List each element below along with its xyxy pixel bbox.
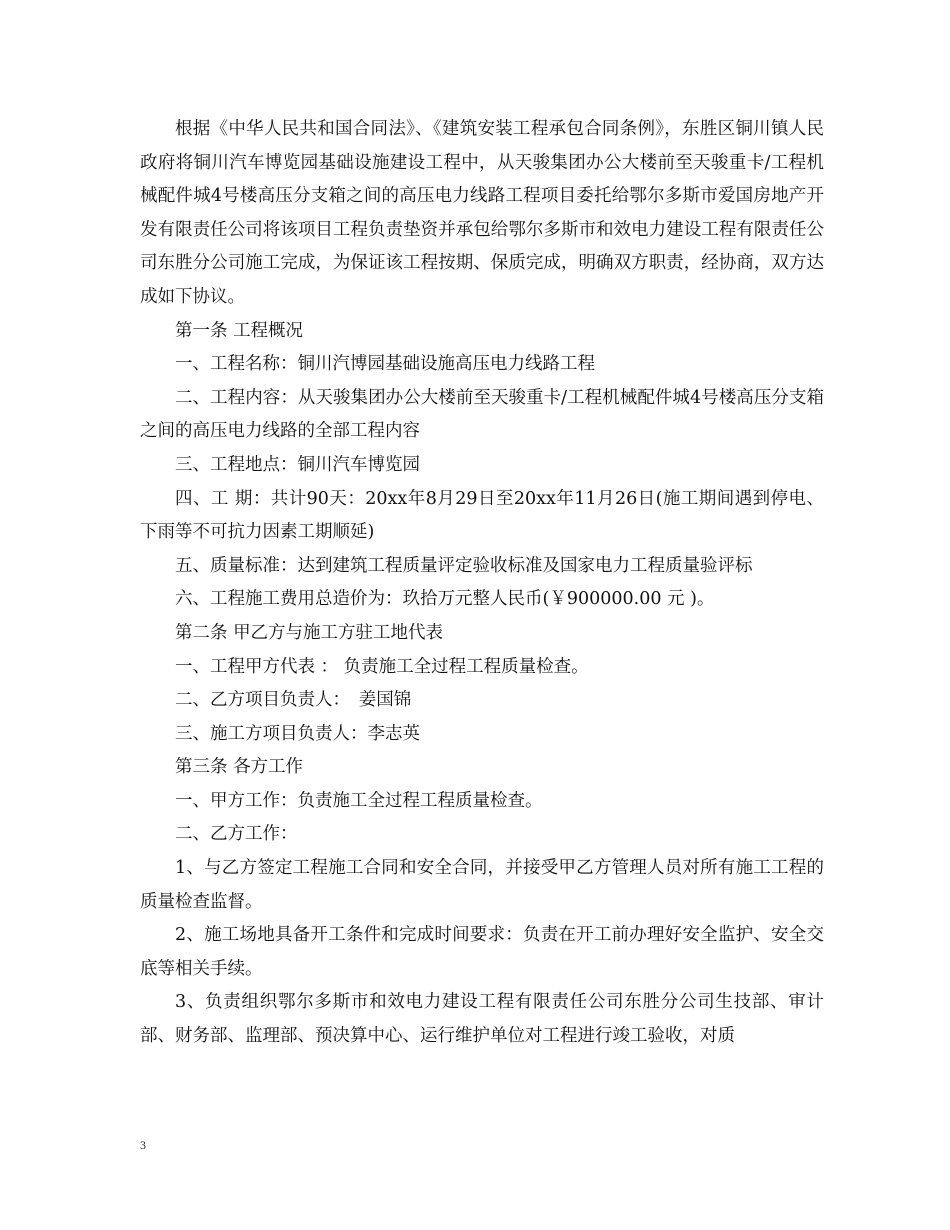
project-name-line: 一、工程名称：铜川汽博园基础设施高压电力线路工程 <box>175 354 595 375</box>
party-a-duty-line: 一、甲方工作：负责施工全过程工程质量检查。 <box>175 790 543 811</box>
quality-standard-line: 五、质量标准：达到建筑工程质量评定验收标准及国家电力工程质量验评标 <box>175 555 753 576</box>
duty-item-2: 2、施工场地具备开工条件和完成时间要求：负责在开工前办理好安全监护、安全交底等相关手续。 <box>140 925 824 979</box>
project-duration-line: 四、工 期：共计90天：20xx年8月29日至20xx年11月26日(施工期间遇到停电、下雨等不可抗力因素工期顺延) <box>140 488 824 543</box>
article-3-heading: 第三条 各方工作 <box>175 757 304 778</box>
duty-item-3: 3、负责组织鄂尔多斯市和效电力建设工程有限责任公司东胜分公司生技部、审计部、财务部、监理部、预决算中心、运行维护单位对工程进行竣工验收，对质 <box>140 992 824 1047</box>
project-location-line: 三、工程地点：铜川汽车博览园 <box>175 454 420 475</box>
project-content-line: 二、工程内容：从天骏集团办公大楼前至天骏重卡/工程机械配件城4号楼高压分支箱之间的高压电力线路的全部工程内容 <box>140 387 824 442</box>
party-a-rep-line: 一、工程甲方代表 ： 负责施工全过程工程质量检查。 <box>175 656 589 677</box>
document-body <box>140 113 824 1054</box>
intro-paragraph: 根据《中华人民共和国合同法》、《建筑安装工程承包合同条例》，东胜区铜川镇人民政府将铜川汽车博览园基础设施建设工程中，从天骏集团办公大楼前至天骏重卡/工程机械配件城4号楼高压分支箱之间的高压电力线路工程项目委托给鄂尔多斯市爱国房地产开发有限责任公司将该项目工程负责垫资并承包给鄂尔多斯市和效电力建设工程有限责任公司东胜分公司施工完成，为保证该工程按期、保质完成，明确双方职责，经协商，双方达成如下协议。 <box>140 119 824 307</box>
party-b-duty-heading: 二、乙方工作： <box>175 824 298 845</box>
party-b-lead-line: 二、乙方项目负责人： 姜国锦 <box>175 690 412 711</box>
contractor-lead-line: 三、施工方项目负责人：李志英 <box>175 723 420 744</box>
article-1-heading: 第一条 工程概况 <box>175 320 304 341</box>
article-2-heading: 第二条 甲乙方与施工方驻工地代表 <box>175 622 444 643</box>
total-cost-line: 六、工程施工费用总造价为：玖拾万元整人民币(￥900000.00 元 )。 <box>175 589 715 610</box>
page-number: 3 <box>140 1138 146 1152</box>
duty-item-1: 1、与乙方签定工程施工合同和安全合同，并接受甲乙方管理人员对所有施工工程的质量检查监督。 <box>140 858 824 912</box>
